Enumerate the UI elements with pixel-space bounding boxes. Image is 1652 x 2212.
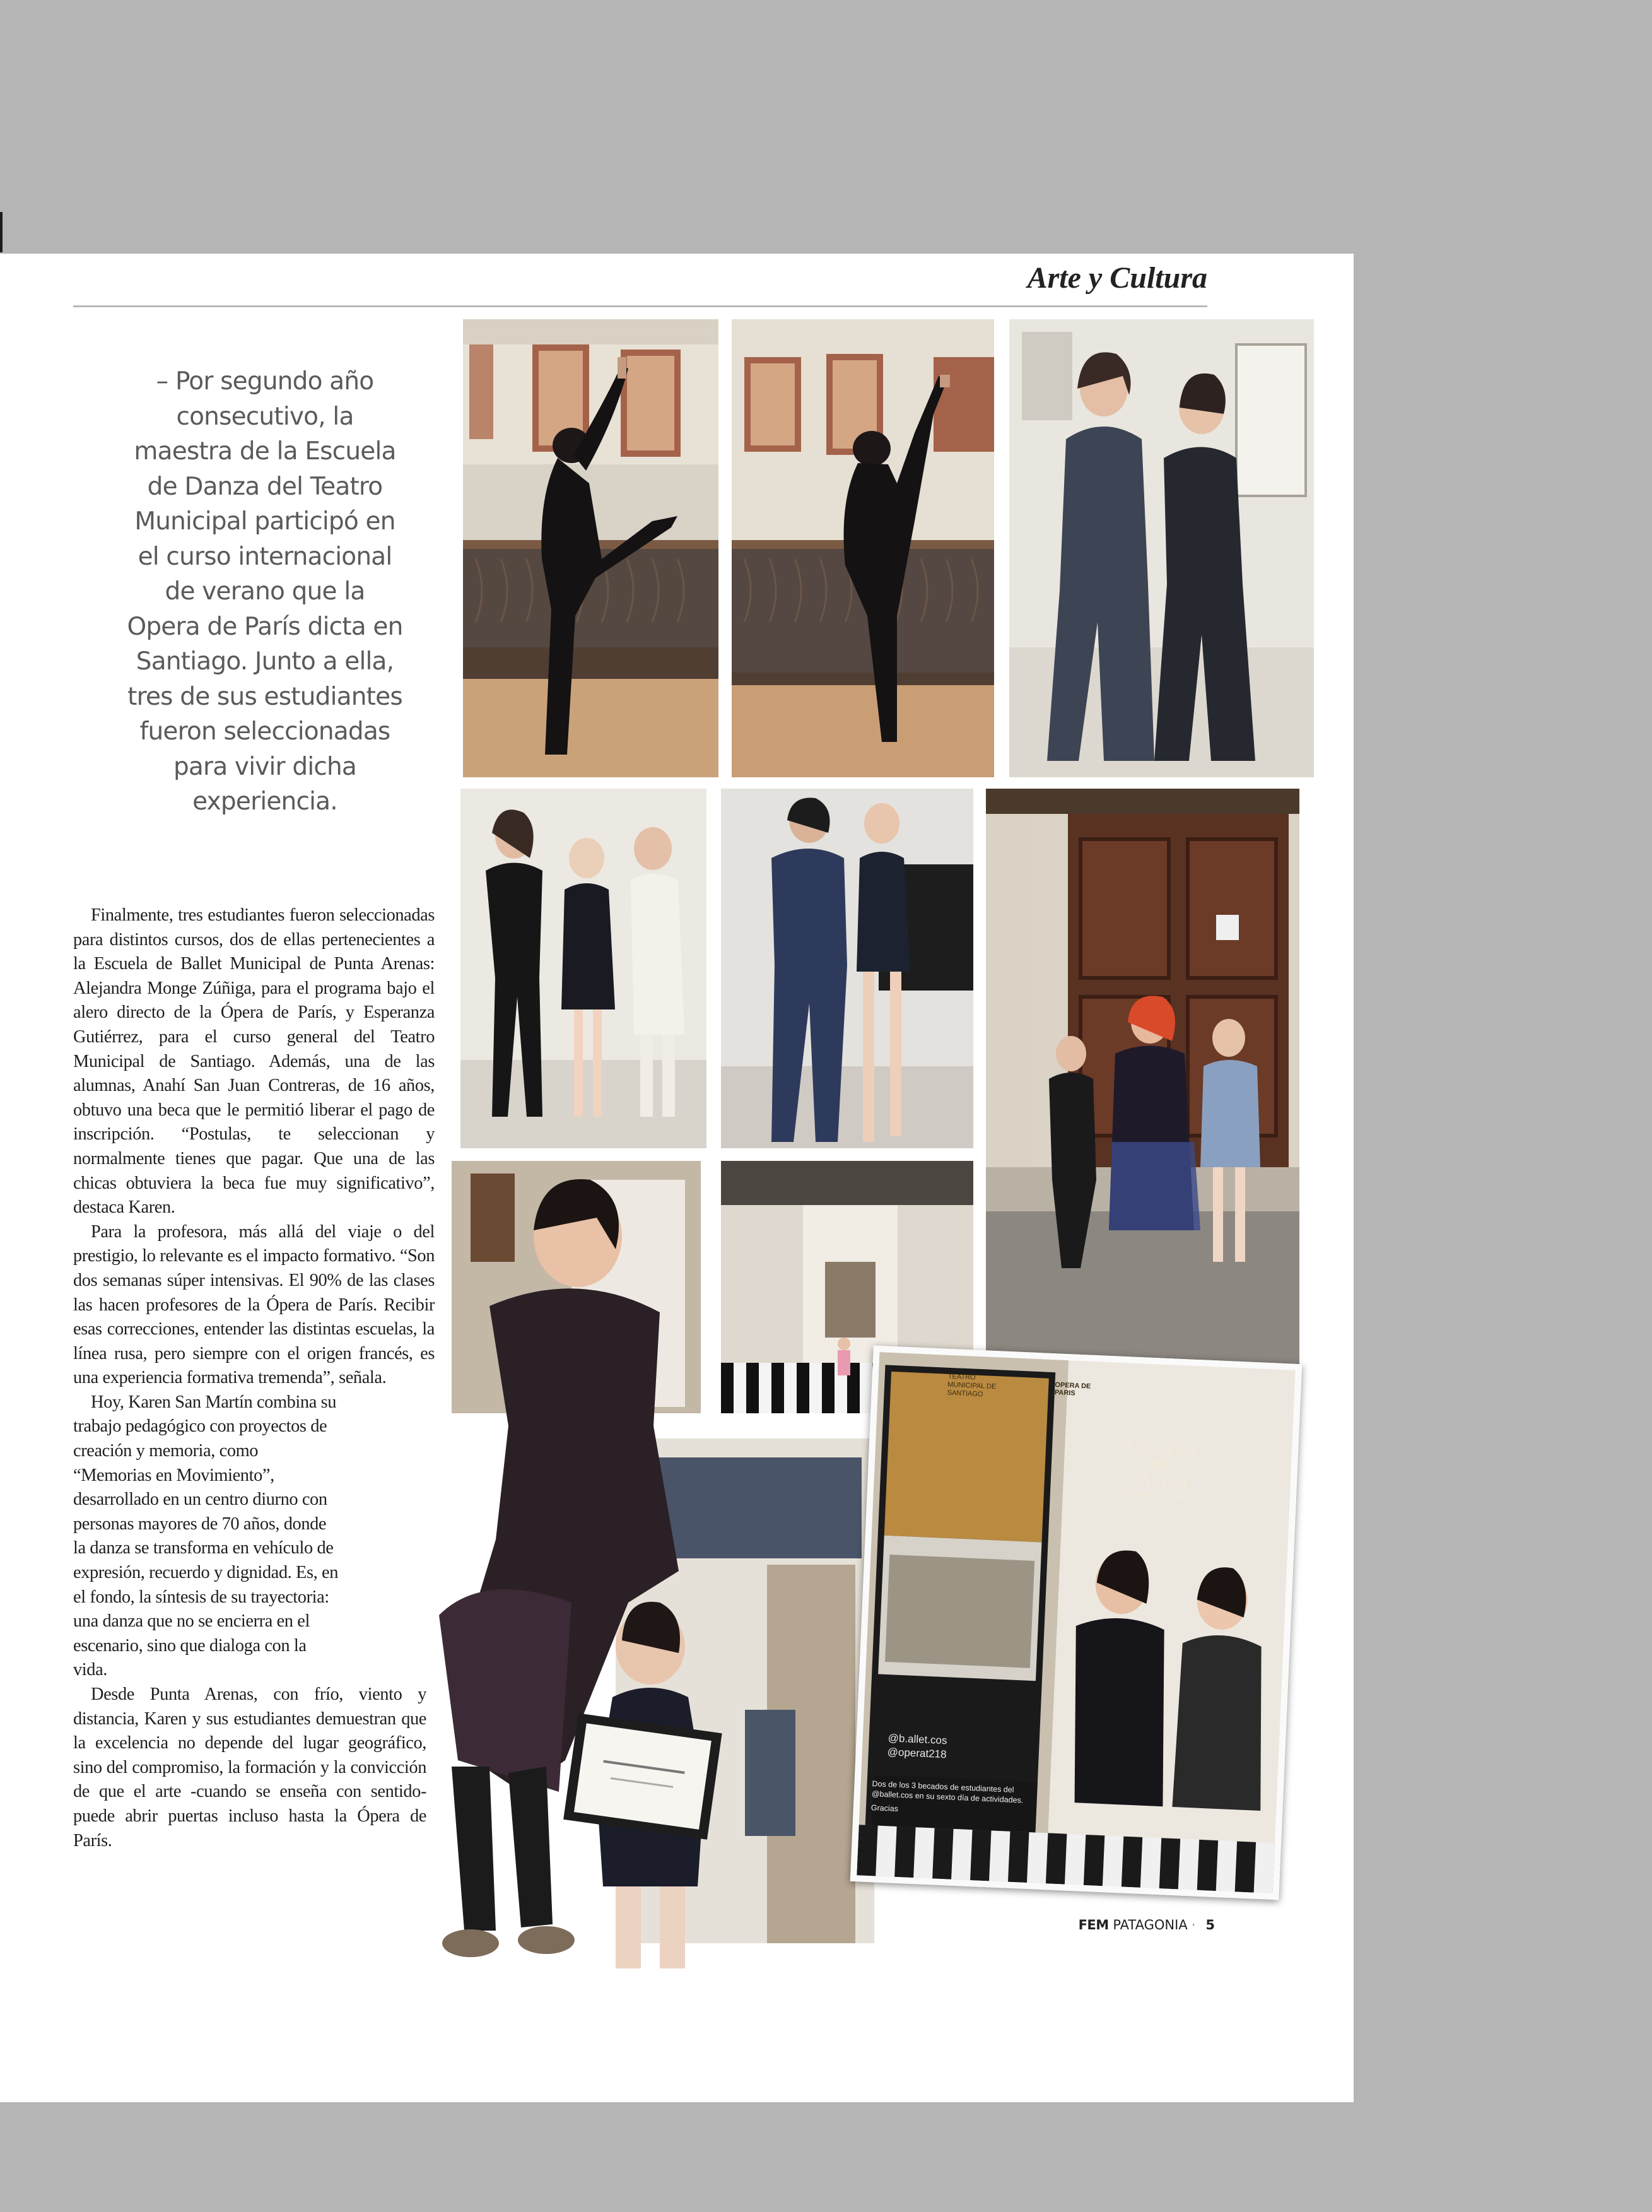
photo-dancer-stretch-1	[463, 319, 718, 777]
footer-brand-suffix: PATAGONIA	[1113, 1917, 1188, 1933]
poster-handle: @b.allet.cos	[888, 1732, 947, 1747]
magazine-page	[0, 254, 1354, 2102]
poster-caption-text: Dos de los 3 becados de estudiantes del @ballet.cos en su sexto día de actividades.	[871, 1779, 1024, 1805]
poster-title-line: ESCUELA	[1125, 1438, 1198, 1458]
left-edge-mark	[0, 212, 3, 252]
paragraph: Para la profesora, más allá del viaje o del prestigio, lo relevante es el impacto formativo. “Son dos semanas súper intensivas. El 90% de las clases las hacen profesores de la Ópera de París. Recibir esas correcciones, entender las distintas escuelas, la línea rusa, pero siempre con el origen francés, es una experiencia formativa tremenda”, señala.	[73, 1221, 435, 1388]
pull-quote: – Por segundo año consecutivo, la maestra de la Escuela de Danza del Teatro Municipal participó en el curso internacional de verano que la Opera de París dicta en Santiago. Junto a ella, tres de sus estudiantes fueron seleccionadas para vivir dicha experiencia.	[127, 367, 403, 816]
poster-caption-thanks: Gracias	[870, 1803, 899, 1813]
photo-two-students	[1009, 319, 1314, 777]
photo-studio-trio	[460, 789, 706, 1148]
photo-teacher-student	[721, 789, 973, 1148]
poster-title	[1106, 1438, 1216, 1503]
footer-separator: ·	[1191, 1917, 1196, 1933]
header-rule	[73, 305, 1207, 307]
poster-title-line: DE	[1149, 1456, 1172, 1473]
photo-dancer-stretch-2	[732, 319, 994, 777]
poster-handle: @operat218	[887, 1746, 947, 1761]
footer-brand: FEM	[1078, 1917, 1109, 1933]
page-footer	[1079, 1917, 1215, 1943]
section-title: Arte y Cultura	[1027, 261, 1207, 295]
poster-logo-left: TEATRO MUNICIPAL DE SANTIAGO	[947, 1372, 997, 1399]
poster-logo-right: OPERA DE PARIS	[1054, 1381, 1091, 1397]
poster-title-line: BALLET	[1129, 1471, 1191, 1490]
paragraph: Desde Punta Arenas, con frío, viento y distancia, Karen y sus estudiantes demuestran que la excelencia no depende del lugar geográfico, sino del compromiso, la formación y la convicción de que el arte -cuando se enseña con sentido- puede abrir puertas incluso hasta la Ópera de París.	[73, 1685, 426, 1850]
paragraph: Finalmente, tres estudiantes fueron seleccionadas para distintos cursos, dos de ellas pertenecientes a la Escuela de Ballet Municipal de Punta Arenas: Alejandra Monge Zúñiga, para el programa bajo el alero directo de la Ópera de París, y Esperanza Gutiérrez, para el curso general del Teatro Municipal de Santiago. Además, una de las alumnas, Anahí San Juan Contreras, de 16 años, obtuvo una beca que le permitió liberar el pago de inscripción. “Postulas, te seleccionan y normalmente tienes que pagar. Que una de las chicas obtuviera la beca fue muy significativo”, destaca Karen.	[73, 905, 435, 1218]
page-number: 5	[1205, 1917, 1215, 1933]
photo-poster-students	[850, 1346, 1302, 1900]
paragraph: Hoy, Karen San Martín combina su trabajo pedagógico con proyectos de creación y memoria, como “Memorias en Movimiento”, desarrollado en un centro diurno con personas mayores de 70 años, donde la danza se transforma en vehículo de expresión, recuerdo y dignidad. Es, en el fondo, la síntesis de su trayectoria: una danza que no se encierra en el escenario, sino que dialoga con la vida.	[73, 1392, 338, 1680]
poster-subtitle: OPERA DE PARIS	[1120, 1488, 1198, 1502]
photo-trio-at-door	[986, 789, 1299, 1420]
article-body	[73, 903, 435, 1853]
